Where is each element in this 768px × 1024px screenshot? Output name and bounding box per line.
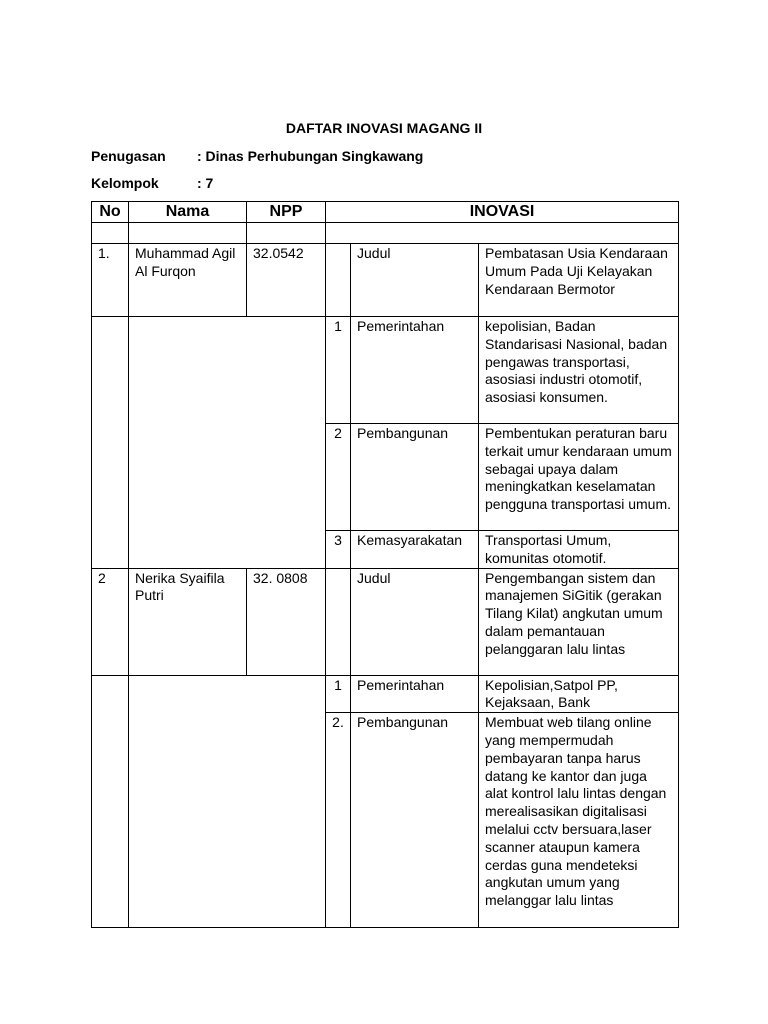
item-aspect: Pembangunan <box>351 424 479 531</box>
judul-text: Pembatasan Usia Kendaraan Umum Pada Uji Kelayakan Kendaraan Bermotor <box>479 244 679 317</box>
header-npp: NPP <box>247 202 326 223</box>
header-inovasi: INOVASI <box>326 202 679 223</box>
empty-no-cell <box>92 675 129 713</box>
table-row <box>92 244 679 317</box>
blank-row <box>92 223 679 244</box>
header-nama: Nama <box>129 202 247 223</box>
item-num: 3 <box>326 531 351 569</box>
blank-cell <box>247 223 326 244</box>
item-text: Transportasi Umum, komunitas otomotif. <box>479 531 679 569</box>
num-cell <box>326 568 351 675</box>
empty-no-cell <box>92 531 129 569</box>
item-aspect: Kemasyarakatan <box>351 531 479 569</box>
judul-label: Judul <box>351 244 479 317</box>
item-num: 2 <box>326 424 351 531</box>
judul-label: Judul <box>351 568 479 675</box>
table-row <box>92 675 679 713</box>
empty-no-cell <box>92 424 129 531</box>
kelompok-label: Kelompok <box>91 175 159 191</box>
item-num: 1 <box>326 675 351 713</box>
penugasan-line <box>91 148 423 164</box>
item-text: Pembentukan peraturan baru terkait umur kendaraan umum sebagai upaya dalam meningkatkan keselamatan pengguna transportasi umum. <box>479 424 679 531</box>
person-nama: Muhammad Agil Al Furqon <box>129 244 247 317</box>
item-text: Kepolisian,Satpol PP, Kejaksaan, Bank <box>479 675 679 713</box>
item-text: Membuat web tilang online yang mempermudah pembayaran tanpa harus datang ke kantor dan juga alat kontrol lalu lintas dengan merealisasikan digitalisasi melalui cctv bersuara,laser scanner ataupun kamera cerdas guna mendeteksi angkutan umum yang melanggar lalu lintas <box>479 713 679 928</box>
item-num: 1 <box>326 317 351 424</box>
document-title: DAFTAR INOVASI MAGANG II <box>285 120 483 136</box>
person-npp: 32. 0808 <box>247 568 326 675</box>
blank-cell <box>326 223 679 244</box>
table-row <box>92 568 679 675</box>
empty-no-cell <box>92 713 129 928</box>
penugasan-value: : Dinas Perhubungan Singkawang <box>197 148 424 164</box>
kelompok-line <box>91 175 213 191</box>
blank-cell <box>92 223 129 244</box>
item-num: 2. <box>326 713 351 928</box>
item-aspect: Pemerintahan <box>351 675 479 713</box>
item-text: kepolisian, Badan Standarisasi Nasional, badan pengawas transportasi, asosiasi industri otomotif, asosiasi konsumen. <box>479 317 679 424</box>
table-header-row <box>92 202 679 223</box>
blank-cell <box>129 223 247 244</box>
item-aspect: Pemerintahan <box>351 317 479 424</box>
person-no: 1. <box>92 244 129 317</box>
empty-no-cell <box>92 317 129 424</box>
item-aspect: Pembangunan <box>351 713 479 928</box>
num-cell <box>326 244 351 317</box>
kelompok-value: : 7 <box>197 175 214 191</box>
judul-text: Pengembangan sistem dan manajemen SiGitik (gerakan Tilang Kilat) angkutan umum dalam pemantauan pelanggaran lalu lintas <box>479 568 679 675</box>
person-nama: Nerika Syaifila Putri <box>129 568 247 675</box>
header-no: No <box>92 202 129 223</box>
empty-merged-cell <box>129 675 326 928</box>
table-row <box>92 317 679 424</box>
penugasan-label: Penugasan <box>91 148 166 164</box>
empty-merged-cell <box>129 317 326 569</box>
innovation-table <box>91 201 679 928</box>
person-no: 2 <box>92 568 129 675</box>
person-npp: 32.0542 <box>247 244 326 317</box>
